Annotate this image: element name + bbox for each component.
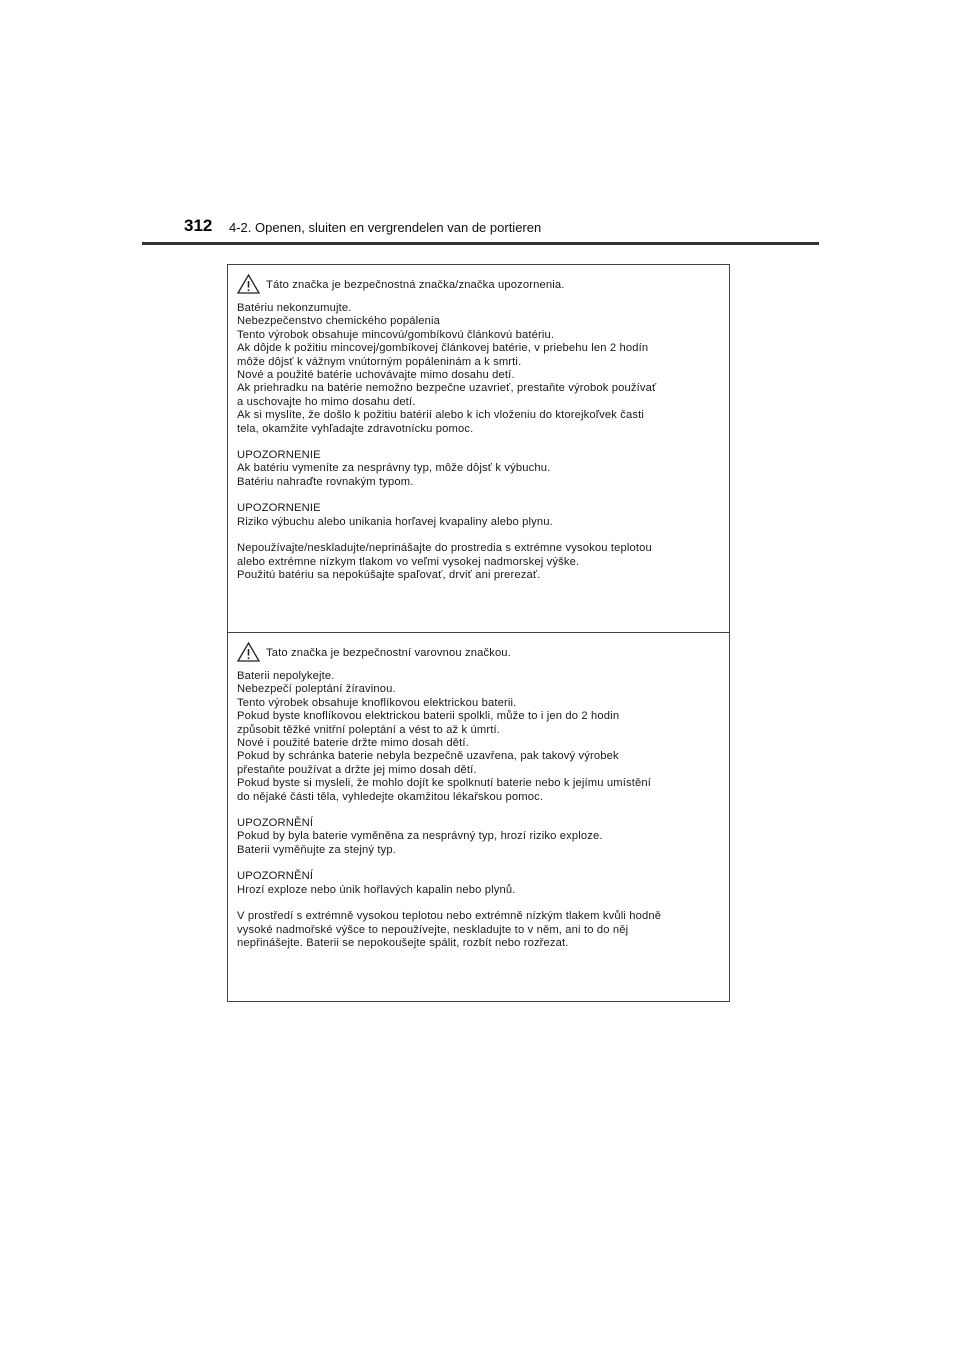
text-line: tela, okamžite vyhľadajte zdravotnícku pomoc. (237, 422, 474, 435)
header-rule (142, 242, 819, 245)
text-line: Tento výrobek obsahuje knoflíkovou elektrickou baterii. (237, 696, 517, 709)
text-line: vysoké nadmořské výšce to nepoužívejte, neskladujte to v něm, ani to do něj (237, 923, 629, 936)
text-line: Baterii vyměňujte za stejný typ. (237, 843, 397, 856)
text-line: způsobit těžké vnitřní poleptání a vést to až k úmrtí. (237, 723, 501, 736)
text-line: Pokud by schránka baterie nebyla bezpečně uzavřena, pak takový výrobek (237, 750, 619, 763)
text-line: Batériu nekonzumujte. (237, 302, 352, 314)
slovak-warning-replacement (237, 449, 721, 489)
text-line: Nové i použité baterie držte mimo dosah dětí. (237, 737, 469, 750)
warning-triangle-icon (237, 274, 260, 294)
page-number: 312 (184, 216, 213, 235)
czech-symbol-text: Tato značka je bezpečnostní varovnou značkou. (266, 646, 511, 659)
text-line: Riziko výbuchu alebo unikania horľavej kvapaliny alebo plynu. (237, 515, 553, 528)
czech-intro (237, 670, 721, 804)
czech-closing (237, 910, 721, 950)
text-line: Použitú batériu sa nepokúšajte spaľovať, drviť ani prerezať. (237, 568, 541, 581)
text-line: Ak si myslíte, že došlo k požitiu batérií alebo k ich vloženiu do ktorejkoľvek časti (237, 409, 644, 422)
text-line: Baterii nepolykejte. (237, 670, 335, 682)
text-line: přestaňte používat a držte jej mimo dosah dětí. (237, 763, 477, 776)
warning-heading: UPOZORNENIE (237, 449, 321, 462)
text-line: môže dôjsť k vážnym vnútorným popáleninám a k smrti. (237, 355, 522, 368)
text-line: Nové a použité batérie uchovávajte mimo dosahu detí. (237, 369, 515, 382)
text-line: Ak priehradku na batérie nemožno bezpečne uzavrieť, prestaňte výrobok používať (237, 382, 657, 395)
slovak-warning-explosion (237, 502, 721, 529)
text-line: do nějaké části těla, vyhledejte okamžitou lékařskou pomoc. (237, 790, 544, 803)
text-line: Pokud by byla baterie vyměněna za nesprávný typ, hrozí riziko exploze. (237, 830, 603, 843)
czech-warning-replacement (237, 817, 721, 857)
chapter-title: 4-2. Openen, sluiten en vergrendelen van de portieren (229, 220, 542, 235)
slovak-intro (237, 302, 721, 436)
battery-warning-label (227, 264, 730, 1002)
text-line: Batériu nahraďte rovnakým typom. (237, 475, 414, 488)
text-line: nepřinášejte. Baterii se nepokoušejte spálit, rozbít nebo rozřezat. (237, 936, 569, 949)
text-line: Nebezpečí poleptání žíravinou. (237, 683, 396, 696)
text-line: Pokud byste si mysleli, že mohlo dojít ke spolknutí baterie nebo k jejímu umístění (237, 777, 652, 790)
slovak-warning-section (228, 265, 729, 633)
text-line: V prostředí s extrémně vysokou teplotou nebo extrémně nízkým tlakem kvůli hodně (237, 910, 662, 923)
text-line: Tento výrobok obsahuje mincovú/gombíkovú článkovú batériu. (237, 328, 555, 341)
text-line: Nebezpečenstvo chemického popálenia (237, 315, 441, 328)
warning-heading: UPOZORNENIE (237, 502, 321, 515)
text-line: Ak dôjde k požitiu mincovej/gombíkovej článkovej batérie, v priebehu len 2 hodín (237, 342, 649, 355)
czech-symbol-row (237, 641, 721, 662)
text-line: a uschovajte ho mimo dosahu detí. (237, 395, 416, 408)
warning-heading: UPOZORNĚNÍ (237, 817, 314, 830)
text-line: alebo extrémne nízkym tlakom vo veľmi vysokej nadmorskej výške. (237, 555, 580, 568)
slovak-symbol-row (237, 273, 721, 294)
czech-warning-explosion (237, 870, 721, 897)
warning-triangle-icon (237, 642, 260, 662)
text-line: Ak batériu vymeníte za nesprávny typ, môže dôjsť k výbuchu. (237, 462, 551, 475)
slovak-symbol-text: Táto značka je bezpečnostná značka/značka upozornenia. (266, 278, 565, 291)
czech-warning-section (228, 633, 729, 1002)
text-line: Hrozí exploze nebo únik hořlavých kapalin nebo plynů. (237, 883, 516, 896)
text-line: Nepoužívajte/neskladujte/neprinášajte do prostredia s extrémne vysokou teplotou (237, 542, 652, 555)
warning-heading: UPOZORNĚNÍ (237, 870, 314, 883)
text-line: Pokud byste knoflíkovou elektrickou baterii spolkli, může to i jen do 2 hodin (237, 710, 620, 723)
slovak-closing (237, 542, 721, 582)
